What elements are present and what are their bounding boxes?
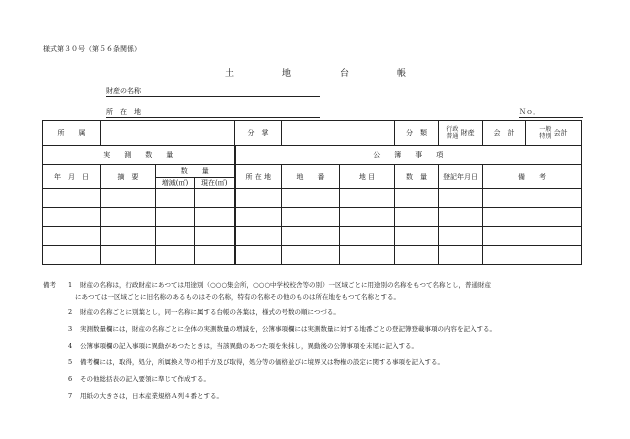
table-row[interactable]: [43, 246, 582, 265]
admin-property-top: 行政: [446, 126, 459, 133]
accounting-label: 会 計: [483, 121, 526, 146]
property-label: 財産: [460, 129, 475, 137]
col-quantity: 数 量: [395, 165, 439, 189]
location-label: 所 在 地: [106, 108, 141, 116]
general-top: 一般: [539, 126, 552, 133]
note-number: 4: [68, 342, 73, 350]
number-field[interactable]: [519, 108, 583, 118]
note-text: にあつては一区域ごとに旧名称のあるものはその名称，特有の名称その他のものは所在地をもつて名称とする。: [75, 293, 400, 301]
quantity-group-label: 数 量: [156, 165, 235, 178]
notes-label: 備考: [43, 281, 56, 289]
table-row[interactable]: [43, 227, 582, 246]
table-row[interactable]: [43, 208, 582, 227]
note-number: 3: [68, 325, 73, 333]
admin-property-bottom: 普通: [446, 133, 459, 140]
note-text: 財産の名称ごとに別葉とし，同一名称に属する台帳の各葉は，様式の号数の順につづる。: [80, 308, 340, 316]
col-location: 所 在 地: [235, 165, 282, 189]
note-number: 2: [68, 308, 73, 316]
col-current: 現在(㎡): [195, 178, 235, 189]
note-text: 備考欄には，取得，処分，所属換え等の相手方及び取得，処分等の価格並びに境界又は物権の設定に関する事項を記入する。: [80, 358, 444, 366]
col-lot-number: 地 番: [282, 165, 340, 189]
accounting2-label: 会計: [553, 129, 568, 137]
admin-property-cell: [439, 121, 483, 146]
note-text: 公簿事項欄の記入事項に異動があつたときは，当該異動のあつた項を朱抹し，異動後の公簿事項を末尾に記入する。: [80, 342, 418, 350]
property-name-label: 財産の名称: [106, 87, 141, 95]
note-number: 6: [68, 375, 73, 383]
division-label: 分 掌: [235, 121, 282, 146]
note-text: 用紙の大きさは，日本産業規格Ａ列４番とする。: [80, 392, 223, 400]
title-char: 地: [282, 69, 292, 79]
general-bottom: 特別: [539, 133, 552, 140]
note-text: 実測数量欄には，財産の名称ごとに全体の実測数量の増減を，公簿事項欄には実測数量に対する地番ごとの登記簿登載事項の内容を記入する。: [80, 325, 496, 333]
property-name-field[interactable]: [106, 87, 320, 97]
col-registration-date: 登記年月日: [439, 165, 483, 189]
title-char: 土: [225, 69, 235, 79]
col-land-category: 地 目: [340, 165, 395, 189]
affiliation-value[interactable]: [101, 121, 235, 146]
note-text: その他総括表の記入要領に準じて作成する。: [80, 375, 210, 383]
general-account-cell: [526, 121, 582, 146]
table-row[interactable]: [43, 189, 582, 208]
form-id: 様式第３０号（第５６条関係）: [43, 45, 141, 53]
category-label: 分 類: [395, 121, 439, 146]
affiliation-label: 所 属: [43, 121, 101, 146]
ledger-table: [42, 120, 582, 265]
note-number: 1: [68, 281, 73, 289]
col-remarks: 備 考: [483, 165, 582, 189]
note-number: 7: [68, 392, 73, 400]
location-field[interactable]: [106, 108, 320, 118]
note-text: 財産の名称は，行政財産にあつては用途別（○○○集会所，○○○中学校校舎等の別）一区域ごとに用途別の名称をもつて名称とし，普通財産: [80, 281, 492, 289]
note-number: 5: [68, 358, 73, 366]
col-date: 年 月 日: [43, 165, 101, 189]
number-label: Ｎｏ．: [519, 108, 540, 116]
division-value[interactable]: [282, 121, 395, 146]
col-increase: 増減(㎡): [156, 178, 195, 189]
section-actual: 実 測 数 量: [43, 146, 235, 165]
title-char: 帳: [397, 69, 407, 79]
title-char: 台: [340, 69, 350, 79]
section-registry: 公 簿 事 項: [235, 146, 582, 165]
col-summary: 摘 要: [101, 165, 156, 189]
